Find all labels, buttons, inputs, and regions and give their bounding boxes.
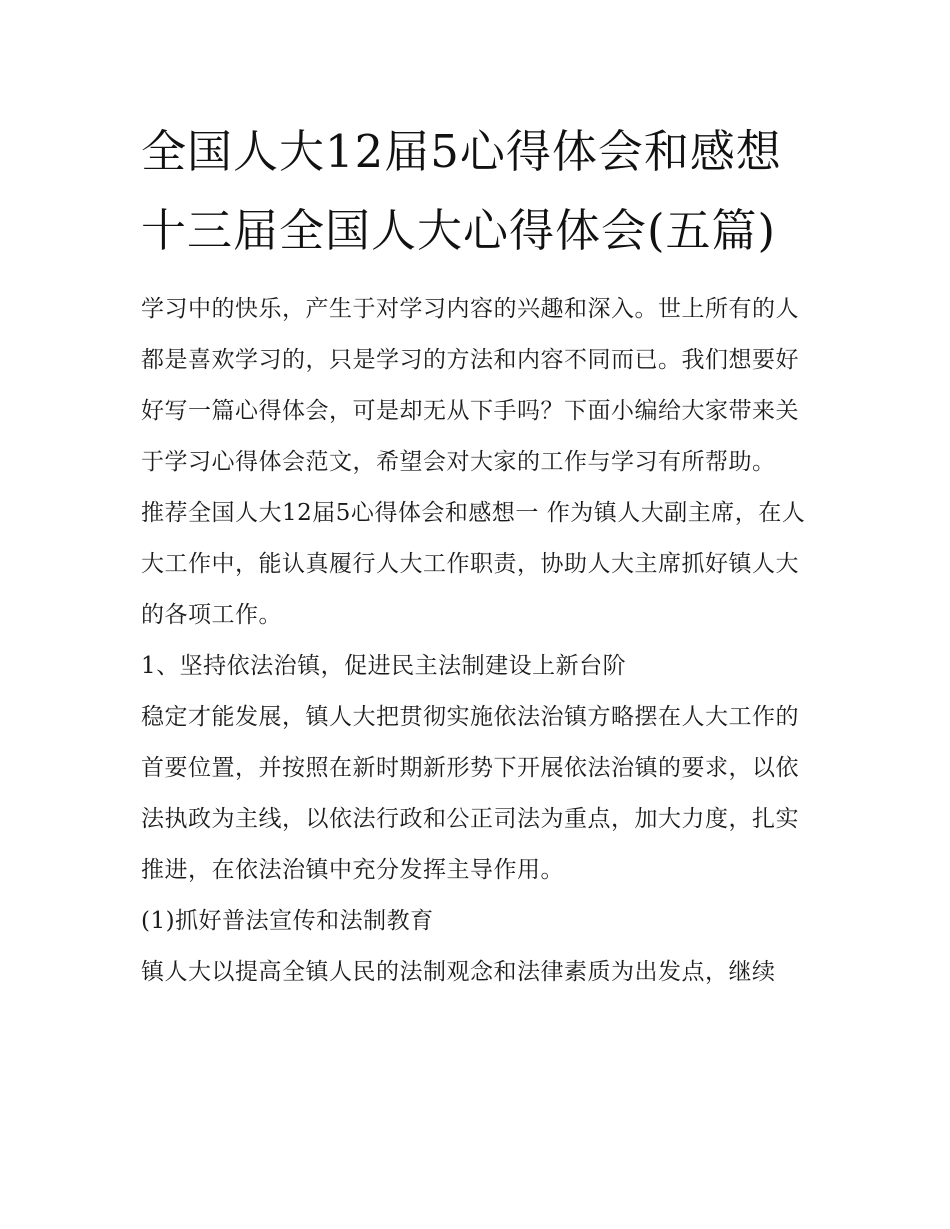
subsection-heading-1: (1)抓好普法宣传和法制教育 <box>141 908 434 934</box>
paragraph-recommend: 推荐全国人大12届5心得体会和感想一 作为镇人大副主席，在人大工作中，能认真履行人大工作职责，协助人大主席抓好镇人大的各项工作。 <box>141 500 806 628</box>
document-body <box>141 112 813 998</box>
paragraph-stability: 稳定才能发展，镇人大把贯彻实施依法治镇方略摆在人大工作的首要位置，并按照在新时期新形势下开展依法治镇的要求，以依法执政为主线，以依法行政和公正司法为重点，加大力度，扎实推进，在依法治镇中充分发挥主导作用。 <box>141 704 799 883</box>
paragraph-education: 镇人大以提高全镇人民的法制观念和法律素质为出发点，继续 <box>141 959 776 985</box>
paragraph-intro: 学习中的快乐，产生于对学习内容的兴趣和深入。世上所有的人都是喜欢学习的，只是学习的方法和内容不同而已。我们想要好好写一篇心得体会，可是却无从下手吗？下面小编给大家带来关于学习心得体会范文，希望会对大家的工作与学习有所帮助。 <box>141 296 799 475</box>
section-heading-1: 1、坚持依法治镇，促进民主法制建设上新台阶 <box>141 653 627 679</box>
document-title: 全国人大12届5心得体会和感想 十三届全国人大心得体会(五篇) <box>141 125 782 257</box>
